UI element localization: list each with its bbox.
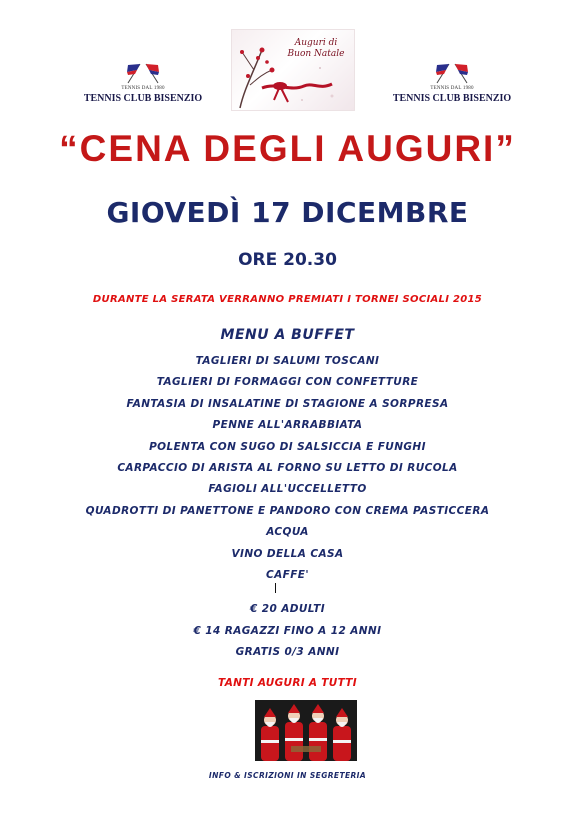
menu-item: TAGLIERI DI FORMAGGI CON CONFETTURE [156, 376, 419, 389]
price-list [0, 599, 575, 664]
event-time: ORE 20.30 [238, 250, 337, 270]
logo-tagline: TENNIS DAL 1980 [121, 86, 165, 91]
price-adults: € 20 ADULTI [249, 603, 326, 615]
menu-item: FAGIOLI ALL'UCCELLETTO [208, 483, 367, 496]
menu-item: CARPACCIO DI ARISTA AL FORNO SU LETTO DI RUCOLA [117, 461, 458, 474]
menu-item: PENNE ALL'ARRABBIATA [212, 419, 363, 432]
closing-wishes: TANTI AUGURI A TUTTI [218, 677, 357, 689]
club-name: TENNIS CLUB BISENZIO [392, 93, 512, 104]
club-logo-right [392, 62, 512, 104]
menu-item: QUADROTTI DI PANETTONE E PANDORO CON CREMA PASTICCERA [85, 504, 490, 517]
santa-team-photo [255, 700, 357, 761]
menu-item: TAGLIERI DI SALUMI TOSCANI [195, 355, 380, 367]
price-free: GRATIS 0/3 ANNI [235, 646, 340, 658]
menu-item: POLENTA CON SUGO DI SALSICCIA E FUNGHI [149, 440, 426, 453]
awards-notice: DURANTE LA SERATA VERRANNO PREMIATI I TORNEI SOCIALI 2015 [92, 294, 483, 305]
registration-info: INFO & ISCRIZIONI IN SEGRETERIA [208, 771, 367, 780]
greeting-line-2: Buon Natale [287, 49, 345, 59]
menu-item: VINO DELLA CASA [231, 547, 344, 560]
crossed-flags-icon [429, 62, 475, 84]
event-title: “CENA DEGLI AUGURI” [59, 128, 516, 169]
menu-item: FANTASIA DI INSALATINE DI STAGIONE A SORPRESA [126, 397, 449, 410]
text-caret [275, 583, 276, 593]
event-date: GIOVEDÌ 17 DICEMBRE [106, 196, 469, 229]
greeting-line-1: Auguri di [294, 38, 338, 48]
logo-tagline: TENNIS DAL 1980 [430, 86, 474, 91]
menu-item: ACQUA [266, 526, 309, 539]
menu-heading: MENU A BUFFET [220, 327, 355, 343]
christmas-greeting-card [232, 30, 354, 110]
santa-figures-icon [255, 700, 357, 761]
price-kids: € 14 RAGAZZI FINO A 12 ANNI [193, 624, 382, 637]
club-name: TENNIS CLUB BISENZIO [83, 93, 203, 104]
crossed-flags-icon [120, 62, 166, 84]
club-logo-left [83, 62, 203, 104]
menu-item: CAFFE' [266, 568, 309, 581]
menu-list [0, 351, 575, 586]
greeting-text [282, 38, 350, 60]
